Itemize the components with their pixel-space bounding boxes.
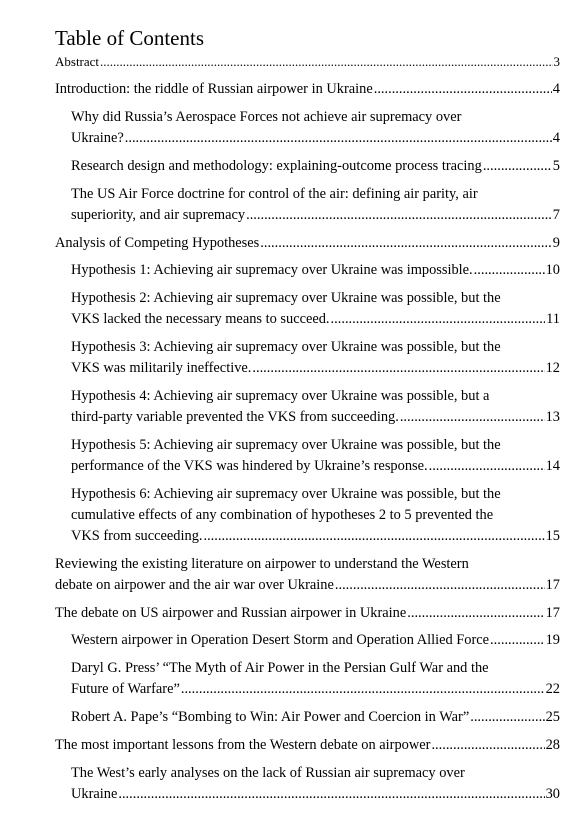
- toc-entry-robert-pape[interactable]: [71, 707, 560, 728]
- dot-leader: [474, 260, 545, 281]
- toc-entry-abstract[interactable]: [55, 51, 560, 72]
- toc-page-number: 3: [553, 54, 560, 69]
- toc-page-number: 13: [545, 409, 560, 425]
- toc-entry-why-no-air-supremacy[interactable]: [71, 107, 560, 149]
- toc-entry-analysis-hypotheses[interactable]: [55, 233, 560, 254]
- dot-leader: [407, 603, 544, 624]
- toc-entry-text: Hypothesis 3: Achieving air supremacy over Ukraine was possible, but the: [71, 339, 501, 355]
- toc-entry-western-airpower[interactable]: [71, 630, 560, 651]
- toc-entry-text: Why did Russia’s Aerospace Forces not achieve air supremacy over: [71, 109, 462, 125]
- toc-entry-important-lessons[interactable]: [55, 735, 560, 756]
- toc-title: Table of Contents: [55, 26, 204, 50]
- toc-entry-usaf-doctrine[interactable]: [71, 184, 560, 226]
- dot-leader: [374, 79, 552, 100]
- toc-entry-hypothesis-6[interactable]: [71, 484, 560, 547]
- toc-page-number: 4: [552, 81, 560, 97]
- toc-page-number: 28: [545, 737, 560, 753]
- dot-leader: [203, 526, 544, 547]
- dot-leader: [335, 575, 545, 596]
- toc-entry-text: Future of Warfare”: [71, 681, 180, 697]
- toc-entry-text: debate on airpower and the air war over Ukraine: [55, 577, 334, 593]
- toc-entry-research-design[interactable]: [71, 156, 560, 177]
- toc-entry-text: superiority, and air supremacy: [71, 207, 246, 223]
- dot-leader: [252, 358, 544, 379]
- toc-entry-hypothesis-3[interactable]: [71, 337, 560, 379]
- toc-entry-introduction[interactable]: [55, 79, 560, 100]
- toc-page-number: 12: [545, 360, 560, 376]
- dot-leader: [118, 784, 544, 805]
- toc-entry-text: performance of the VKS was hindered by Ukraine’s response.: [71, 458, 428, 474]
- toc-entry-text: Introduction: the riddle of Russian airpower in Ukraine: [55, 81, 373, 97]
- dot-leader: [483, 156, 552, 177]
- toc-entry-text: Daryl G. Press’ “The Myth of Air Power in the Persian Gulf War and the: [71, 660, 489, 676]
- toc-entry-text: cumulative effects of any combination of hypotheses 2 to 5 prevented the: [71, 507, 494, 523]
- toc-entry-hypothesis-4[interactable]: [71, 386, 560, 428]
- toc-page-number: 19: [545, 632, 560, 648]
- toc-entry-text: Abstract: [55, 54, 100, 69]
- toc-entry-text: The West’s early analyses on the lack of Russian air supremacy over: [71, 765, 465, 781]
- toc-entry-text: Western airpower in Operation Desert Storm and Operation Allied Force: [71, 632, 490, 648]
- dot-leader: [470, 707, 544, 728]
- toc-entry-daryl-press[interactable]: [71, 658, 560, 700]
- toc-entry-hypothesis-5[interactable]: [71, 435, 560, 477]
- toc-entry-text: The most important lessons from the Western debate on airpower: [55, 737, 431, 753]
- toc-entry-text: Hypothesis 6: Achieving air supremacy over Ukraine was possible, but the: [71, 486, 501, 502]
- toc-page-number: 7: [552, 207, 560, 223]
- toc-entry-text: Robert A. Pape’s “Bombing to Win: Air Power and Coercion in War”: [71, 709, 470, 725]
- toc-entry-text: Hypothesis 4: Achieving air supremacy over Ukraine was possible, but a: [71, 388, 490, 404]
- toc-entry-text: Ukraine: [71, 786, 118, 802]
- dot-leader: [181, 679, 545, 700]
- toc-page-number: 25: [545, 709, 560, 725]
- toc-entry-hypothesis-2[interactable]: [71, 288, 560, 330]
- toc-page-number: 10: [545, 262, 560, 278]
- toc-entry-text: VKS lacked the necessary means to succeed.: [71, 311, 330, 327]
- toc-entry-text: The debate on US airpower and Russian airpower in Ukraine: [55, 605, 407, 621]
- dot-leader: [100, 51, 552, 72]
- toc-page-number: 14: [545, 458, 560, 474]
- toc-page-number: 4: [552, 130, 560, 146]
- toc-entry-text: Analysis of Competing Hypotheses: [55, 235, 260, 251]
- toc-entry-text: VKS was militarily ineffective.: [71, 360, 252, 376]
- toc-page-number: 9: [552, 235, 560, 251]
- toc-entry-text: VKS from succeeding.: [71, 528, 203, 544]
- dot-leader: [429, 456, 545, 477]
- toc-entry-text: third-party variable prevented the VKS from succeeding.: [71, 409, 399, 425]
- dot-leader: [490, 630, 545, 651]
- toc-page-number: 30: [545, 786, 560, 802]
- dot-leader: [260, 233, 552, 254]
- toc-entry-text: Hypothesis 5: Achieving air supremacy over Ukraine was possible, but the: [71, 437, 501, 453]
- toc-page-number: 22: [545, 681, 560, 697]
- toc-page-number: 17: [545, 605, 560, 621]
- toc-page-number: 15: [545, 528, 560, 544]
- toc-entry-western-early-analyses[interactable]: [71, 763, 560, 805]
- toc-entry-text: Hypothesis 2: Achieving air supremacy over Ukraine was possible, but the: [71, 290, 501, 306]
- toc-entry-us-russian-airpower-debate[interactable]: [55, 603, 560, 624]
- toc-entry-text: Research design and methodology: explaining-outcome process tracing: [71, 158, 482, 174]
- toc-entry-literature-review[interactable]: [55, 554, 560, 596]
- toc-entry-text: Hypothesis 1: Achieving air supremacy over Ukraine was impossible.: [71, 262, 473, 278]
- dot-leader: [400, 407, 545, 428]
- toc-page-number: 17: [545, 577, 560, 593]
- dot-leader: [431, 735, 544, 756]
- toc-entry-text: Reviewing the existing literature on airpower to understand the Western: [55, 556, 469, 572]
- dot-leader: [331, 309, 546, 330]
- dot-leader: [246, 205, 552, 226]
- toc-entry-text: The US Air Force doctrine for control of the air: defining air parity, air: [71, 186, 478, 202]
- toc-page-number: 11: [546, 311, 560, 327]
- toc-entry-text: Ukraine?: [71, 130, 124, 146]
- toc-page-number: 5: [552, 158, 560, 174]
- toc-entry-hypothesis-1[interactable]: [71, 260, 560, 281]
- dot-leader: [125, 128, 552, 149]
